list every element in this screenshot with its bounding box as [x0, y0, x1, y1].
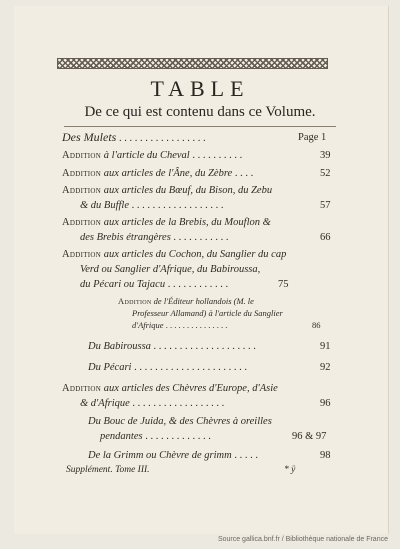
entry-leaders: . . . . . . . . . . . . . . . . . . . .	[150, 341, 256, 352]
entry-cont: d'Afrique	[132, 320, 164, 330]
title-rule	[64, 126, 336, 127]
toc-entry	[88, 414, 272, 429]
entry-leaders: . . . . . . . . . . .	[170, 232, 229, 243]
entry-page: 39	[320, 150, 331, 161]
entry-leaders: . . . . . . . . . .	[189, 150, 243, 161]
toc-entry	[62, 148, 242, 163]
toc-entry	[62, 130, 206, 146]
decorative-band	[57, 58, 328, 69]
entry-lead: Addition	[62, 150, 102, 161]
entry-page: Page 1	[298, 132, 327, 143]
entry-leaders: . . . . .	[231, 450, 258, 461]
toc-entry-cont	[132, 319, 227, 331]
entry-lead: Des Mulets	[62, 130, 117, 144]
entry-cont: & du Buffle	[80, 200, 129, 211]
toc-entry	[88, 339, 256, 354]
entry-page: 75	[278, 279, 289, 290]
entry-leaders: . . . . . . . . . . . .	[165, 279, 229, 290]
signature-mark: * ÿ	[284, 465, 296, 475]
entry-cont: du Pécari ou Tajacu	[80, 279, 166, 290]
entry-cont: & d'Afrique	[80, 398, 130, 409]
entry-page: 52	[320, 168, 331, 179]
toc-entry	[88, 360, 247, 375]
page-subtitle: De ce qui est contenu dans ce Volume.	[84, 104, 316, 120]
entry-text: aux articles du Cochon, du Sanglier du cap	[101, 249, 287, 260]
entry-lead: Addition	[62, 168, 102, 179]
toc-entry	[62, 381, 278, 396]
entry-lead: Addition	[118, 296, 152, 306]
toc-entry	[118, 295, 254, 307]
entry-text: aux articles du Bœuf, du Bison, du Zebu	[101, 185, 273, 196]
entry-cont: Professeur Allamand) à l'article du Sanglier	[132, 308, 283, 318]
toc-entry-cont	[80, 277, 228, 292]
entry-text: De la Grimm ou Chèvre de grimm	[88, 450, 232, 461]
entry-leaders: . . . . . . . . . . . . . . .	[163, 320, 228, 330]
entry-text: aux articles de l'Âne, du Zèbre	[101, 168, 233, 179]
toc-entry	[88, 448, 258, 463]
entry-text: à l'article du Cheval	[101, 150, 190, 161]
entry-page: 66	[320, 232, 331, 243]
entry-page: 96	[320, 398, 331, 409]
page-title: TABLE	[150, 76, 250, 101]
entry-text: Du Bouc de Juida, & des Chèvres à oreilles	[88, 416, 272, 427]
entry-page: 92	[320, 362, 331, 373]
entry-cont: Verd ou Sanglier d'Afrique, du Babiroussa,	[80, 264, 261, 275]
entry-page: 96 & 97	[292, 431, 327, 442]
entry-leaders: . . . . . . . . . . . . .	[142, 431, 211, 442]
toc-entry-cont	[80, 198, 224, 213]
signature-line: Supplément. Tome III.	[66, 465, 150, 475]
entry-text: aux articles de la Brebis, du Mouflon &	[101, 217, 271, 228]
toc-entry	[62, 215, 271, 230]
toc-entry	[62, 166, 253, 181]
entry-page: 86	[312, 320, 321, 330]
entry-lead: Addition	[62, 383, 102, 394]
entry-lead: Addition	[62, 249, 102, 260]
entry-page: 98	[320, 450, 331, 461]
toc-entry-cont	[80, 262, 260, 277]
entry-text: Du Babiroussa	[88, 341, 151, 352]
entry-lead: Addition	[62, 217, 102, 228]
toc-entry-cont	[80, 396, 224, 411]
source-credit: Source gallica.bnf.fr / Bibliothèque nationale de France	[217, 536, 388, 543]
entry-page: 57	[320, 200, 331, 211]
entry-text: aux articles des Chèvres d'Europe, d'Asie	[101, 383, 278, 394]
toc-entry-cont	[80, 230, 229, 245]
entry-leaders: . . . . . . . . . . . . . . . . . .	[129, 398, 225, 409]
entry-text: Du Pécari	[88, 362, 132, 373]
entry-page: 91	[320, 341, 331, 352]
toc-entry-cont	[100, 429, 211, 444]
entry-cont: pendantes	[100, 431, 143, 442]
entry-text: de l'Éditeur hollandois (M. le	[151, 296, 254, 306]
toc-entry	[62, 183, 272, 198]
entry-cont: des Brebis étrangères	[80, 232, 171, 243]
toc-entry-cont	[132, 307, 283, 319]
entry-leaders: . . . . . . . . . . . . . . . . . .	[129, 200, 224, 211]
toc-entry	[62, 247, 286, 262]
entry-leaders: . . . . . . . . . . . . . . . . . . . . . .	[131, 362, 247, 373]
entry-leaders: . . . .	[232, 168, 254, 179]
entry-leaders: . . . . . . . . . . . . . . . . .	[116, 133, 206, 144]
entry-lead: Addition	[62, 185, 102, 196]
